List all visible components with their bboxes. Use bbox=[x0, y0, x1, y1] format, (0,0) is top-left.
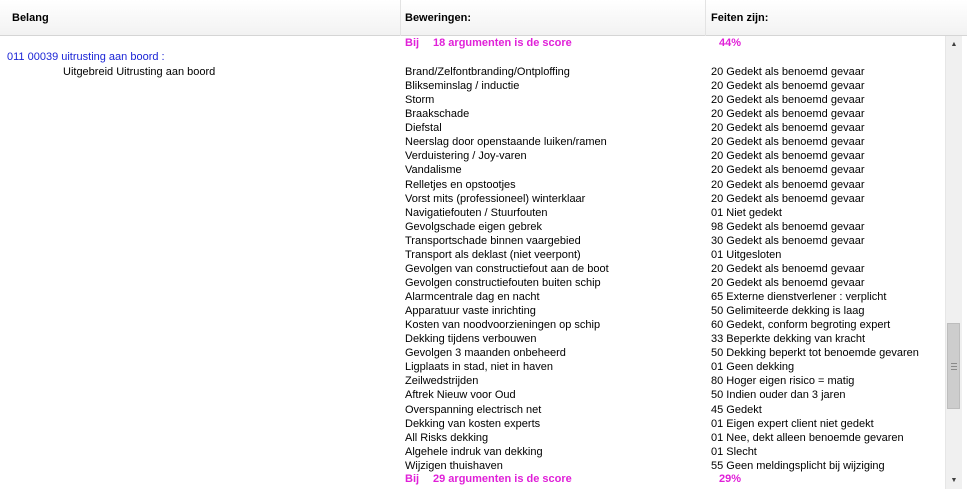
coverage-item-description: Uitgebreid Uitrusting aan boord bbox=[63, 66, 216, 78]
table-row[interactable] bbox=[0, 178, 945, 192]
table-row[interactable] bbox=[0, 262, 945, 276]
fact-cell: 01 Geen dekking bbox=[711, 361, 795, 374]
table-row[interactable] bbox=[0, 318, 945, 332]
claim-cell: Ligplaats in stad, niet in haven bbox=[405, 361, 553, 374]
table-row[interactable] bbox=[0, 107, 945, 121]
table-row[interactable] bbox=[0, 93, 945, 107]
score-percent: 44% bbox=[719, 37, 742, 49]
score-prefix: Bij bbox=[405, 37, 420, 49]
claim-cell: Dekking van kosten experts bbox=[405, 417, 541, 430]
fact-cell: 98 Gedekt als benoemd gevaar bbox=[711, 220, 865, 233]
table-row[interactable] bbox=[0, 459, 945, 473]
grip-icon bbox=[951, 363, 957, 370]
column-header-feiten[interactable]: Feiten zijn: bbox=[711, 12, 769, 24]
claim-cell: Vorst mits (professioneel) winterklaar bbox=[405, 192, 586, 205]
claim-cell: Vandalisme bbox=[405, 164, 462, 177]
fact-cell: 65 Externe dienstverlener : verplicht bbox=[711, 291, 887, 303]
table-row[interactable] bbox=[0, 220, 945, 234]
fact-cell: 33 Beperkte dekking van kracht bbox=[711, 333, 866, 346]
table-row[interactable] bbox=[0, 276, 945, 290]
fact-cell: 20 Gedekt als benoemd gevaar bbox=[711, 164, 865, 177]
table-row[interactable] bbox=[0, 121, 945, 135]
table-row[interactable] bbox=[0, 431, 945, 445]
table-row[interactable] bbox=[0, 234, 945, 248]
column-header-bar bbox=[0, 0, 967, 36]
fact-cell: 20 Gedekt als benoemd gevaar bbox=[711, 136, 865, 149]
claim-cell: Storm bbox=[405, 94, 435, 107]
claim-cell: Zeilwedstrijden bbox=[405, 375, 479, 388]
table-row[interactable] bbox=[0, 346, 945, 360]
scrollbar-thumb[interactable] bbox=[947, 323, 960, 409]
fact-cell: 45 Gedekt bbox=[711, 403, 762, 416]
claim-cell: Navigatiefouten / Stuurfouten bbox=[405, 206, 548, 219]
claim-cell: Blikseminslag / inductie bbox=[405, 80, 520, 93]
claim-cell: Alarmcentrale dag en nacht bbox=[405, 291, 540, 303]
fact-cell: 50 Dekking beperkt tot benoemde gevaren bbox=[711, 347, 919, 360]
claim-cell: Transport als deklast (niet veerpont) bbox=[405, 248, 581, 261]
table-row[interactable] bbox=[0, 79, 945, 93]
claim-cell: Overspanning electrisch net bbox=[405, 403, 542, 416]
column-header-belang[interactable]: Belang bbox=[12, 12, 49, 24]
triangle-down-icon[interactable]: ▼ bbox=[950, 477, 958, 484]
fact-cell: 20 Gedekt als benoemd gevaar bbox=[711, 178, 865, 191]
claim-cell: Verduistering / Joy-varen bbox=[405, 150, 527, 163]
table-row[interactable] bbox=[0, 360, 945, 374]
claims-facts-list bbox=[0, 65, 945, 473]
claim-cell: Gevolgen constructiefouten buiten schip bbox=[405, 276, 601, 289]
column-header-beweringen[interactable]: Beweringen: bbox=[405, 12, 472, 24]
triangle-up-icon[interactable]: ▲ bbox=[950, 41, 958, 48]
table-row[interactable] bbox=[0, 163, 945, 177]
table-row[interactable] bbox=[0, 290, 945, 304]
claim-cell: Wijzigen thuishaven bbox=[405, 459, 503, 472]
fact-cell: 01 Eigen expert client niet gedekt bbox=[711, 417, 874, 430]
claim-cell: Gevolgen van constructiefout aan de boot bbox=[405, 262, 609, 275]
table-row[interactable] bbox=[0, 388, 945, 402]
fact-cell: 20 Gedekt als benoemd gevaar bbox=[711, 276, 865, 289]
window-edge bbox=[962, 36, 967, 489]
claim-cell: Dekking tijdens verbouwen bbox=[405, 333, 537, 346]
table-row[interactable] bbox=[0, 374, 945, 388]
fact-cell: 50 Gelimiteerde dekking is laag bbox=[711, 305, 865, 318]
fact-cell: 80 Hoger eigen risico = matig bbox=[711, 375, 855, 388]
fact-cell: 20 Gedekt als benoemd gevaar bbox=[711, 150, 865, 163]
report-content bbox=[0, 36, 945, 489]
claim-cell: Neerslag door openstaande luiken/ramen bbox=[405, 136, 607, 149]
fact-cell: 55 Geen meldingsplicht bij wijziging bbox=[711, 459, 885, 472]
score-percent: 29% bbox=[719, 473, 742, 485]
claim-cell: All Risks dekking bbox=[405, 431, 489, 444]
table-row[interactable] bbox=[0, 445, 945, 459]
score-text: 29 argumenten is de score bbox=[433, 473, 572, 485]
claim-cell: Brand/Zelfontbranding/Ontploffing bbox=[405, 66, 570, 78]
table-row[interactable] bbox=[0, 248, 945, 262]
table-row[interactable] bbox=[0, 206, 945, 220]
table-row[interactable] bbox=[0, 417, 945, 431]
claim-cell: Relletjes en opstootjes bbox=[405, 178, 516, 191]
fact-cell: 20 Gedekt als benoemd gevaar bbox=[711, 108, 865, 121]
score-prefix: Bij bbox=[405, 473, 420, 485]
claim-cell: Gevolgschade eigen gebrek bbox=[405, 220, 542, 233]
fact-cell: 50 Indien ouder dan 3 jaren bbox=[711, 389, 846, 402]
fact-cell: 20 Gedekt als benoemd gevaar bbox=[711, 192, 865, 205]
claim-cell: Diefstal bbox=[405, 122, 442, 135]
fact-cell: 01 Slecht bbox=[711, 445, 757, 458]
fact-cell: 20 Gedekt als benoemd gevaar bbox=[711, 122, 865, 135]
fact-cell: 01 Niet gedekt bbox=[711, 206, 782, 219]
claim-cell: Transportschade binnen vaargebied bbox=[405, 234, 581, 247]
claim-cell: Algehele indruk van dekking bbox=[405, 445, 543, 458]
fact-cell: 20 Gedekt als benoemd gevaar bbox=[711, 80, 865, 93]
claim-cell: Kosten van noodvoorzieningen op schip bbox=[405, 319, 601, 332]
score-text: 18 argumenten is de score bbox=[433, 37, 572, 49]
fact-cell: 20 Gedekt als benoemd gevaar bbox=[711, 94, 865, 107]
claim-cell: Braakschade bbox=[405, 108, 470, 121]
claim-cell: Aftrek Nieuw voor Oud bbox=[405, 389, 516, 402]
fact-cell: 01 Uitgesloten bbox=[711, 248, 782, 261]
column-divider[interactable] bbox=[705, 0, 706, 36]
column-divider[interactable] bbox=[400, 0, 401, 36]
coverage-item-link[interactable]: 011 00039 uitrusting aan boord : bbox=[7, 51, 165, 63]
claim-cell: Gevolgen 3 maanden onbeheerd bbox=[405, 347, 566, 360]
fact-cell: 20 Gedekt als benoemd gevaar bbox=[711, 262, 865, 275]
table-row[interactable] bbox=[0, 135, 945, 149]
fact-cell: 20 Gedekt als benoemd gevaar bbox=[711, 66, 865, 78]
fact-cell: 60 Gedekt, conform begroting expert bbox=[711, 319, 891, 332]
claim-cell: Apparatuur vaste inrichting bbox=[405, 305, 536, 318]
table-row[interactable] bbox=[0, 304, 945, 318]
table-row[interactable] bbox=[0, 149, 945, 163]
fact-cell: 30 Gedekt als benoemd gevaar bbox=[711, 234, 865, 247]
table-row[interactable] bbox=[0, 192, 945, 206]
fact-cell: 01 Nee, dekt alleen benoemde gevaren bbox=[711, 431, 904, 444]
table-row[interactable] bbox=[0, 403, 945, 417]
vertical-scrollbar[interactable] bbox=[945, 36, 962, 489]
table-row[interactable] bbox=[0, 65, 945, 79]
table-row[interactable] bbox=[0, 332, 945, 346]
